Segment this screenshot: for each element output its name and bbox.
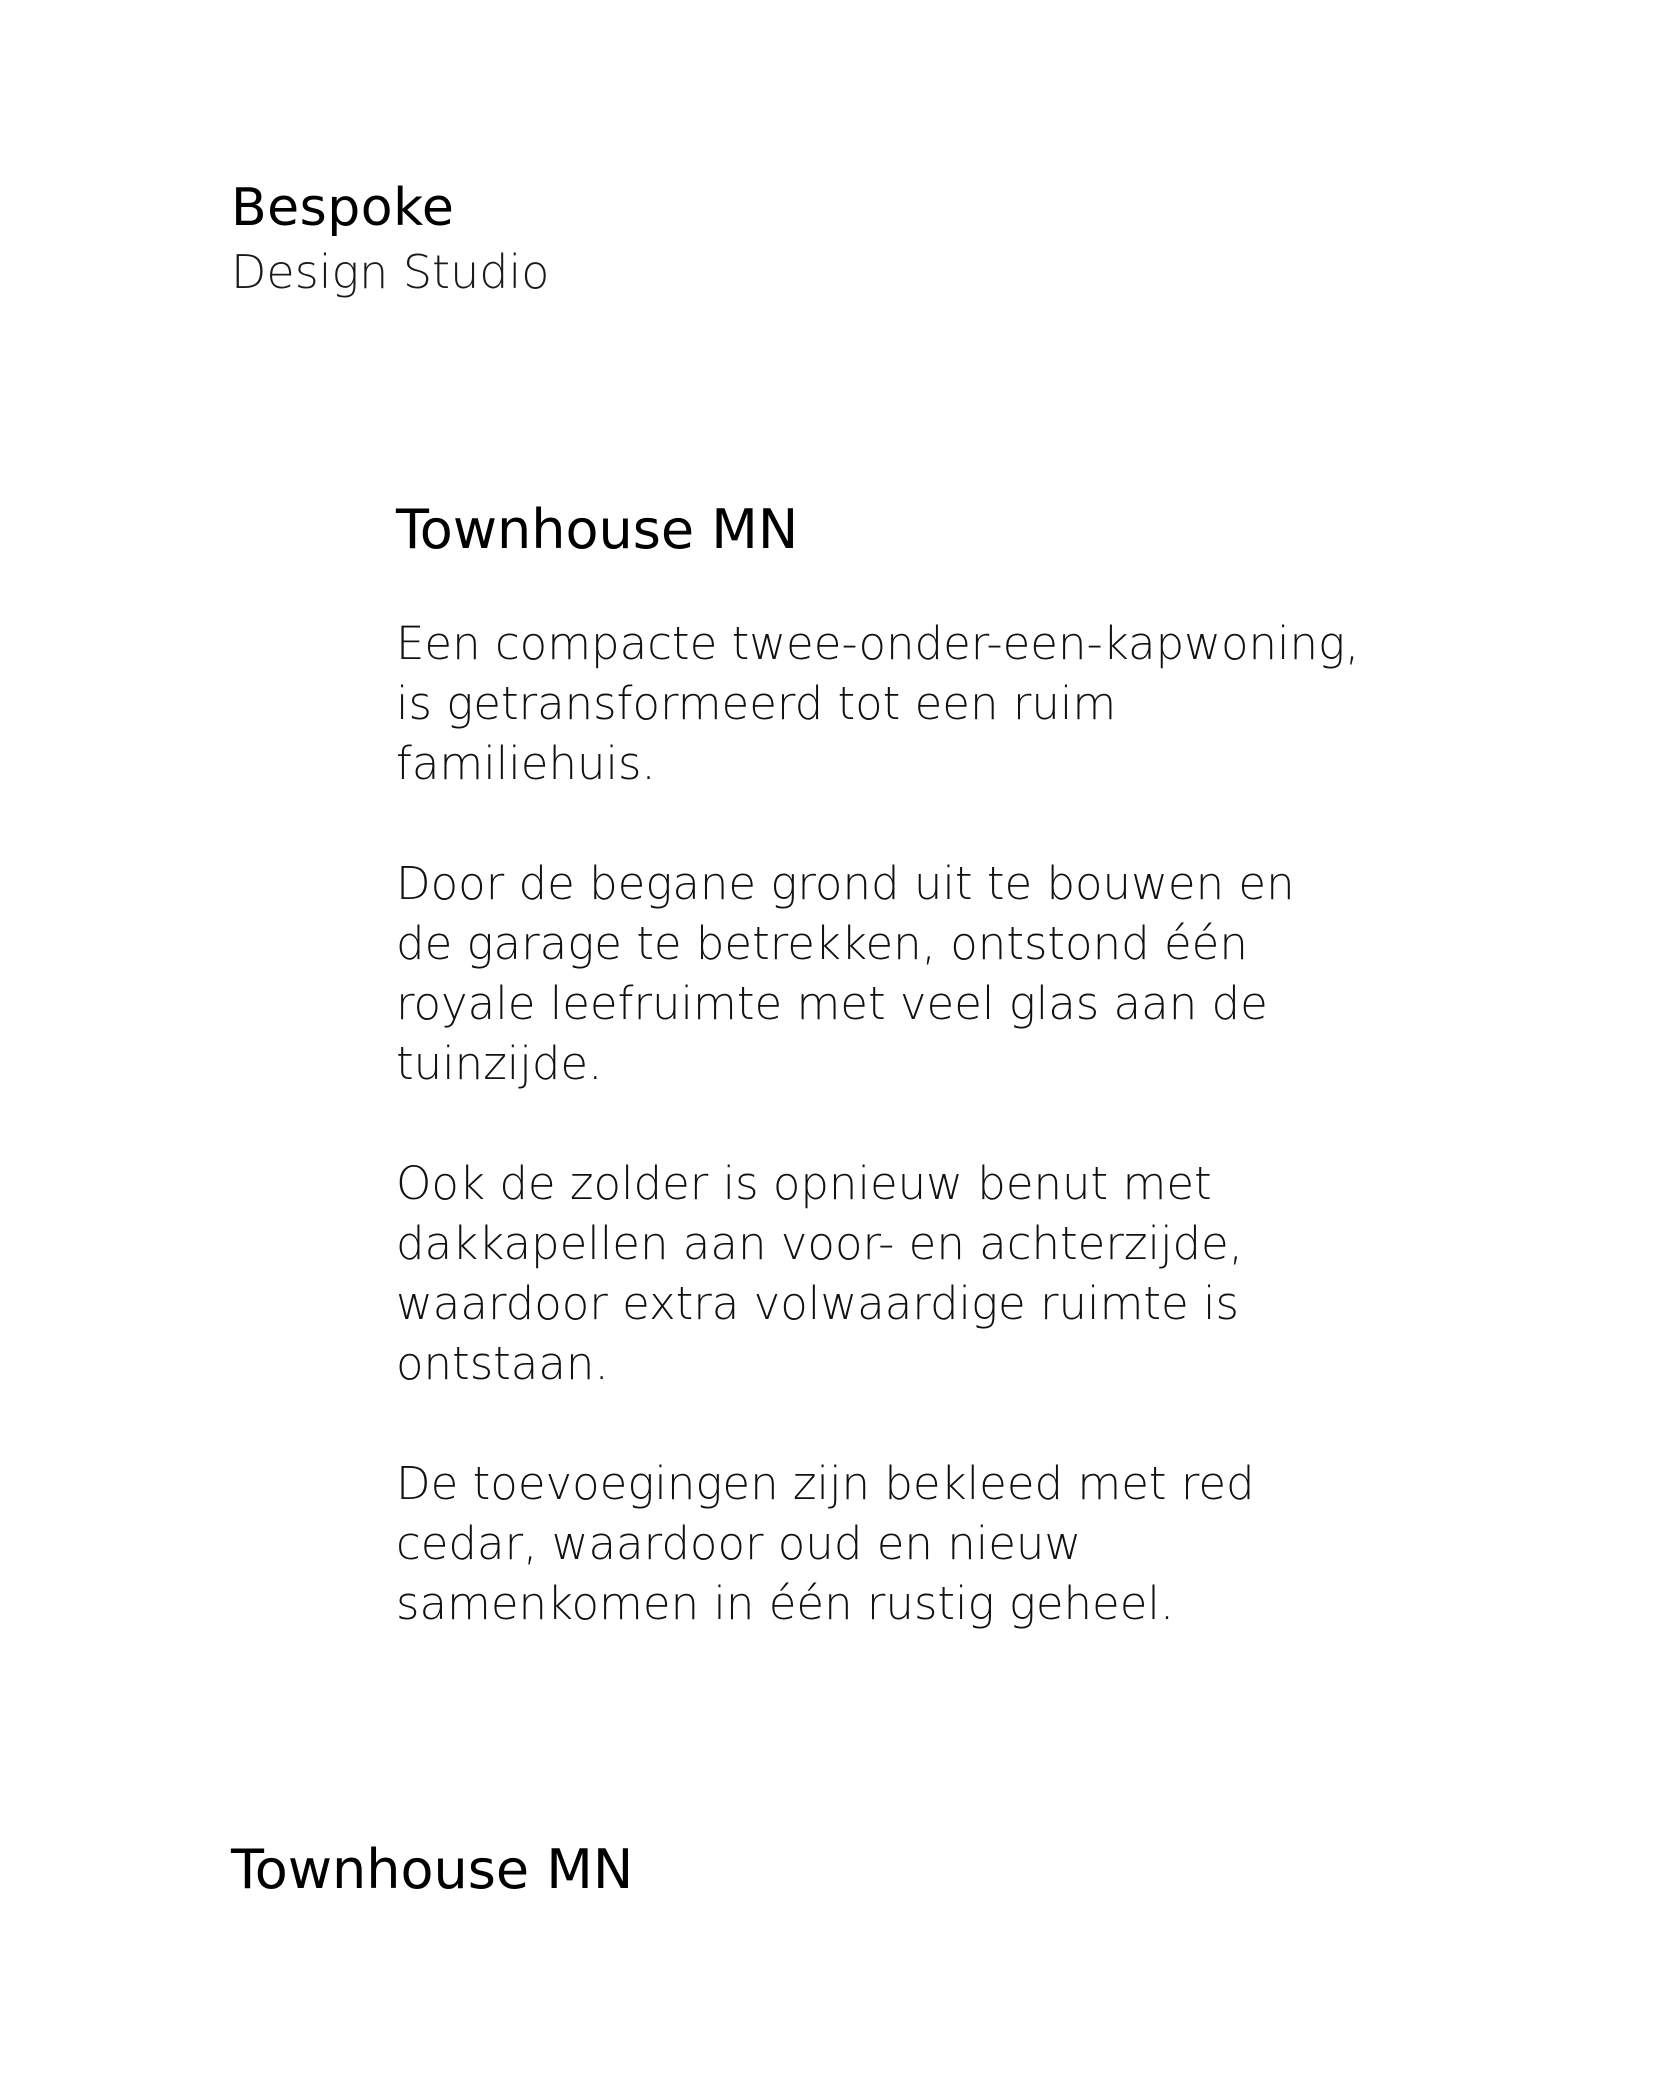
brand-block <box>231 176 549 304</box>
article-paragraph <box>396 614 1360 794</box>
paragraph-line: Door de begane grond uit te bouwen en <box>396 857 1295 910</box>
paragraph-line: familiehuis. <box>396 737 656 790</box>
brand-subtitle: Design Studio <box>231 245 550 299</box>
paragraph-line: cedar, waardoor oud en nieuw <box>396 1517 1082 1570</box>
article-paragraph <box>396 1154 1296 1394</box>
paragraph-line: ontstaan. <box>396 1337 609 1390</box>
paragraph-line: Een compacte twee-onder-een-kapwoning, <box>396 617 1360 670</box>
paragraph-line: De toevoegingen zijn bekleed met red <box>396 1457 1255 1510</box>
paragraph-line: dakkapellen aan voor- en achterzijde, <box>396 1217 1244 1270</box>
paragraph-line: Ook de zolder is opnieuw benut met <box>396 1157 1212 1210</box>
article-paragraph <box>396 1454 1296 1634</box>
paragraph-line: is getransformeerd tot een ruim <box>396 677 1117 730</box>
article <box>396 490 1360 1694</box>
footer-title: Townhouse MN <box>231 1838 634 1901</box>
paragraph-line: de garage te betrekken, ontstond één <box>396 917 1248 970</box>
article-paragraph <box>396 854 1296 1094</box>
paragraph-line: tuinzijde. <box>396 1037 603 1090</box>
article-title: Townhouse MN <box>396 498 799 561</box>
paragraph-line: waardoor extra volwaardige ruimte is <box>396 1277 1239 1330</box>
paragraph-line: royale leefruimte met veel glas aan de <box>396 977 1268 1030</box>
paragraph-line: samenkomen in één rustig geheel. <box>396 1577 1175 1630</box>
brand-name: Bespoke <box>231 178 455 238</box>
